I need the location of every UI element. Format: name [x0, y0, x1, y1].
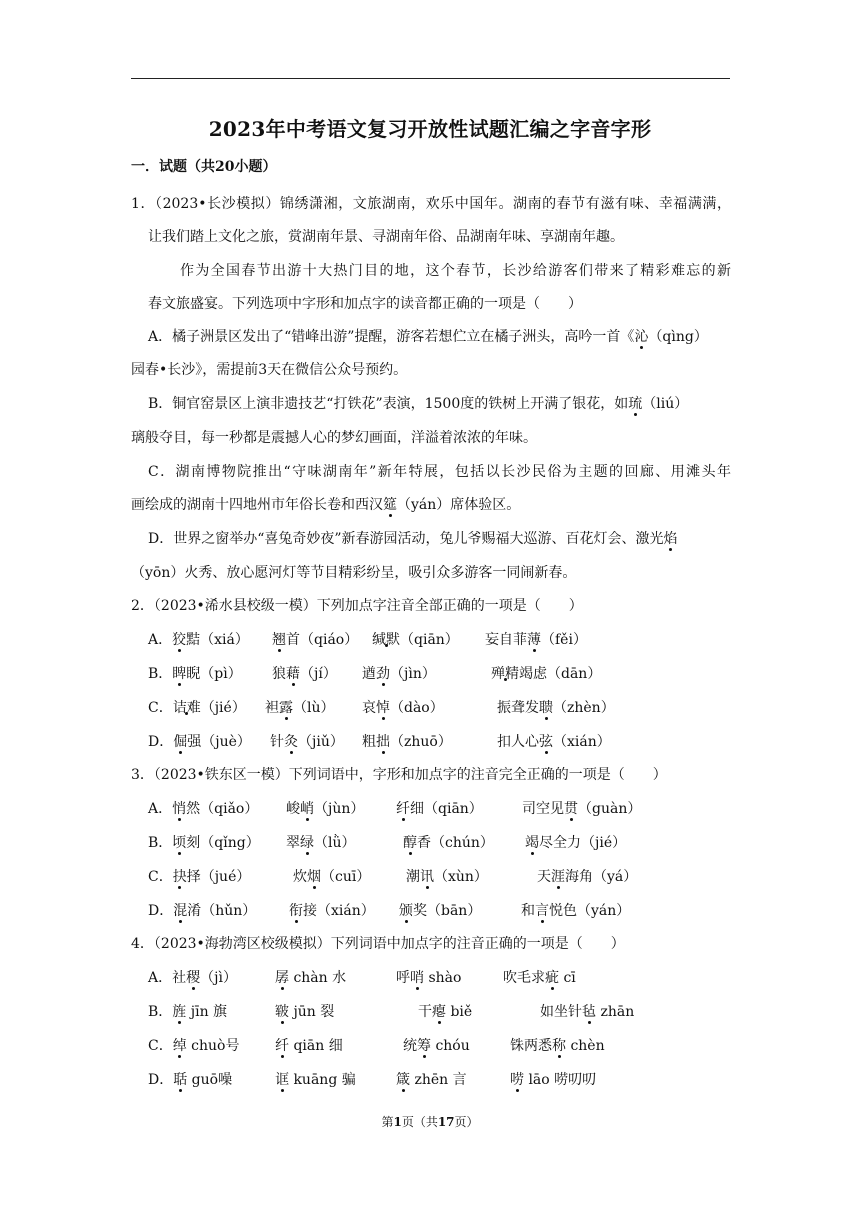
dotted-char: 烟 [307, 869, 321, 885]
dotted-char: 灸 [284, 734, 298, 750]
q4-option-d-word-1 [148, 1071, 232, 1089]
q2-option-a-word-4 [485, 631, 587, 649]
q1-c-text: 画绘成的湖南十四地州市年俗长卷和西汉 [131, 497, 383, 513]
word-text: kuāng 骗 [289, 1072, 356, 1088]
option-letter: C． [148, 700, 173, 716]
word-text: （jùn） [314, 801, 365, 817]
q4-option-d-word-2 [275, 1071, 356, 1089]
option-letter: D． [148, 1072, 174, 1088]
dotted-char: 贯 [564, 801, 578, 817]
q3-option-a-word-4 [522, 800, 641, 818]
q2-option-d-word-3 [362, 733, 452, 751]
q2-option-a-word-1 [148, 631, 249, 649]
dotted-char: 稷 [186, 970, 201, 986]
word-text: chèn [566, 1038, 605, 1054]
dotted-char: 峭 [300, 801, 314, 817]
dotted-char: 筵 [383, 497, 397, 513]
dotted-char: 疵 [545, 970, 559, 986]
q2-option-c-word-3 [362, 699, 444, 717]
word-text: （jí） [300, 666, 337, 682]
q2-option-b-word-3 [362, 665, 436, 683]
q1-b-text: B．铜官窑景区上演非遗技艺“打铁花”表演，1500度的铁树上开满了银花，如 [148, 396, 629, 412]
word-text: 默（qiān） [386, 632, 459, 648]
q1-b-pinyin: （liú） [642, 396, 689, 412]
q1-stem-line-2: 让我们踏上文化之旅，赏湖南年景、寻湖南年俗、品湖南年味、享湖南年趣。 [148, 229, 624, 245]
word-text: lāo 唠叨叨 [524, 1072, 597, 1088]
footer-total-pages: 17 [437, 1115, 455, 1129]
q4-option-d-word-4 [510, 1071, 596, 1089]
word-text: （zhuō） [390, 734, 452, 750]
word-text: 然（qiǎo） [186, 801, 259, 817]
q4-option-a-word-1 [148, 969, 237, 987]
word-text: 扣人心 [497, 734, 539, 750]
word-text: （cuī） [321, 869, 371, 885]
word-text: （dào） [390, 700, 444, 716]
dotted-char: 混 [173, 903, 188, 919]
word-text: 峻 [286, 801, 300, 817]
word-text: chóu [431, 1038, 470, 1054]
q2-option-b-word-4 [491, 665, 601, 683]
word-text: qiān 细 [289, 1038, 343, 1054]
q4-option-a-word-2 [275, 969, 346, 987]
dotted-char: 旌 [172, 1004, 187, 1020]
dotted-char: 绰 [172, 1038, 187, 1054]
word-text: 哀 [362, 700, 376, 716]
word-text: （jìn） [390, 666, 436, 682]
dotted-char: 诓 [275, 1072, 289, 1088]
dotted-char: 弦 [539, 734, 553, 750]
dotted-char: 绿 [300, 835, 314, 851]
word-text: 强（juè） [187, 734, 251, 750]
word-text: 天 [537, 869, 551, 885]
word-text: （guàn） [578, 801, 642, 817]
q4-option-c-word-4 [510, 1037, 605, 1055]
word-text: （zhèn） [553, 700, 615, 716]
word-text: 狼 [272, 666, 286, 682]
q3-option-a-word-2 [286, 800, 364, 818]
word-text: 诘 [172, 700, 187, 716]
q1-a-text: A．橘子洲景区发出了“错峰出游”提醒，游客若想伫立在橘子洲头，高吟一首《 [148, 329, 635, 345]
q2-option-d-word-2 [270, 733, 344, 751]
word-text: （fěi） [541, 632, 587, 648]
page-title: 2023年中考语文复习开放性试题汇编之字音字形 [208, 117, 652, 141]
word-text: chuò号 [186, 1038, 240, 1054]
word-text: 淆（hǔn） [187, 903, 257, 919]
q2-option-d-word-4 [497, 733, 611, 751]
word-text: （xián） [553, 734, 611, 750]
q3-option-a-word-3 [396, 800, 483, 818]
q3-option-d-word-3 [399, 902, 481, 920]
word-text: 殚 [491, 666, 505, 682]
section-heading: 一．试题（共20小题） [131, 159, 277, 175]
q2-option-a-word-2 [272, 631, 358, 649]
q3-option-c-word-1 [148, 868, 250, 886]
dotted-char: 醇 [403, 835, 417, 851]
word-text: jīn 旗 [186, 1004, 228, 1020]
word-text: 悦色（yán） [549, 903, 631, 919]
q3-option-b-word-4 [525, 834, 626, 852]
dotted-char: 涯 [551, 869, 565, 885]
word-text: 铢两悉 [510, 1038, 552, 1054]
dotted-char: 纤 [275, 1038, 289, 1054]
q1-c-pinyin: （yán）席体验区。 [397, 497, 521, 513]
word-text: 如坐针 [540, 1004, 582, 1020]
q4-option-b-word-4 [540, 1003, 634, 1021]
q4-option-c-word-3 [403, 1037, 470, 1055]
q4-option-c-word-1 [148, 1037, 239, 1055]
word-text: 奖（bān） [413, 903, 482, 919]
dotted-char: 狡 [172, 632, 187, 648]
word-text: 振聋发 [497, 700, 539, 716]
dotted-char: 沁 [634, 329, 649, 345]
word-text: 睨（pì） [186, 666, 242, 682]
word-text: 首（qiáo） [286, 632, 359, 648]
dotted-char: 琉 [628, 396, 643, 412]
q2-option-b-word-2 [272, 665, 337, 683]
word-text: 刻（qǐng） [186, 835, 260, 851]
dotted-char: 聒 [173, 1072, 188, 1088]
dotted-char: 聩 [539, 700, 553, 716]
q3-option-d-word-4 [521, 902, 630, 920]
q1-passage-line-1: 作为全国春节出游十大热门目的地，这个春节，长沙给游客们带来了精彩难忘的新 [180, 263, 731, 279]
word-text: 袒 [265, 700, 279, 716]
word-text: 炊 [293, 869, 307, 885]
page-footer [0, 1113, 860, 1130]
word-text: 精竭虑（dān） [505, 666, 602, 682]
q3-stem: 3．（2023•铁东区一模）下列词语中，字形和加点字的注音完全正确的一项是（ ） [131, 767, 667, 783]
word-text: 择（jué） [186, 869, 251, 885]
q4-option-b-word-3 [418, 1003, 472, 1021]
q4-option-d-word-3 [396, 1071, 467, 1089]
word-text: 潮 [406, 869, 420, 885]
option-letter: B． [148, 666, 173, 682]
q1-passage-line-2: 春文旅盛宴。下列选项中字形和加点字的读音都正确的一项是（ ） [148, 296, 582, 312]
dotted-char: 露 [279, 700, 293, 716]
q2-option-c-word-2 [265, 699, 335, 717]
word-text: （jiǔ） [298, 734, 344, 750]
q3-option-b-word-3 [403, 834, 494, 852]
word-text: cī [559, 970, 576, 986]
word-text: 翠 [286, 835, 300, 851]
dotted-char: 哨 [410, 970, 424, 986]
q2-stem: 2．（2023•浠水县校级一模）下列加点字注音全部正确的一项是（ ） [131, 598, 583, 614]
footer-text: 第 [381, 1115, 394, 1129]
dotted-char: 倔 [173, 734, 188, 750]
q4-option-b-word-2 [275, 1003, 334, 1021]
dotted-char: 悼 [376, 700, 390, 716]
dotted-char: 拙 [376, 734, 390, 750]
word-text: 黠（xiá） [186, 632, 249, 648]
dotted-char: 毡 [582, 1004, 596, 1020]
dotted-char: 焰 [663, 531, 678, 547]
word-text: 社 [172, 970, 187, 986]
dotted-char: 皲 [275, 1004, 289, 1020]
option-letter: B． [148, 1004, 173, 1020]
option-letter: D． [148, 903, 174, 919]
word-text: 妄自菲 [485, 632, 527, 648]
word-text: 干 [418, 1004, 432, 1020]
q2-option-b-word-1 [148, 665, 242, 683]
word-text: jūn 裂 [289, 1004, 335, 1020]
word-text: 统 [403, 1038, 417, 1054]
q3-option-c-word-4 [537, 868, 637, 886]
word-text: 针 [270, 734, 284, 750]
q1-option-a-line-1 [148, 328, 731, 346]
word-text: （lǜ） [314, 835, 356, 851]
dotted-char: 孱 [275, 970, 289, 986]
q3-option-b-word-2 [286, 834, 356, 852]
option-letter: B． [148, 835, 173, 851]
word-text: guō噪 [187, 1072, 233, 1088]
dotted-char: 言 [535, 903, 549, 919]
dotted-char: 薄 [527, 632, 541, 648]
word-text: 缄 [372, 632, 386, 648]
q3-option-d-word-1 [148, 902, 256, 920]
word-text: 海角（yá） [565, 869, 638, 885]
word-text: （jì） [200, 970, 237, 986]
option-letter: A． [148, 801, 173, 817]
q3-option-b-word-1 [148, 834, 260, 852]
dotted-char: 筹 [417, 1038, 431, 1054]
option-letter: C． [148, 1038, 173, 1054]
q4-option-a-word-3 [396, 969, 461, 987]
q2-option-a-word-3 [372, 631, 459, 649]
q3-option-a-word-1 [148, 800, 258, 818]
q3-option-c-word-3 [406, 868, 488, 886]
q1-option-a-line-2: 园春•长沙》，需提前3天在微信公众号预约。 [131, 362, 408, 378]
q1-option-c-line-2 [131, 496, 731, 514]
word-text: shào [424, 970, 462, 986]
footer-page-number: 1 [393, 1115, 402, 1129]
dotted-char: 瘪 [432, 1004, 446, 1020]
dotted-char: 衔 [289, 903, 303, 919]
option-letter: A． [148, 632, 173, 648]
option-letter: C． [148, 869, 173, 885]
word-text: 粗 [362, 734, 376, 750]
option-letter: D． [148, 734, 174, 750]
dotted-char: 睥 [172, 666, 187, 682]
word-text: 细（qiān） [410, 801, 483, 817]
q1-stem-line-1: 1．（2023•长沙模拟）锦绣潇湘，文旅湖南，欢乐中国年。湖南的春节有滋有味、幸福满满， [131, 196, 731, 212]
footer-text: 页（共 [401, 1115, 438, 1129]
dotted-char: 劲 [376, 666, 390, 682]
q4-option-c-word-2 [275, 1037, 343, 1055]
q2-option-d-word-1 [148, 733, 251, 751]
word-text: 遒 [362, 666, 376, 682]
q2-option-c-word-1 [148, 699, 246, 717]
q3-option-d-word-2 [289, 902, 375, 920]
option-letter: A． [148, 970, 173, 986]
dotted-char: 称 [552, 1038, 566, 1054]
dotted-char: 纤 [396, 801, 410, 817]
word-text: 吹毛求 [503, 970, 545, 986]
q2-option-c-word-4 [497, 699, 615, 717]
word-text: 香（chún） [417, 835, 494, 851]
q1-a-pinyin: （qìng） [648, 329, 708, 345]
word-text: 呼 [396, 970, 410, 986]
header-rule [131, 78, 730, 79]
word-text: （xùn） [434, 869, 488, 885]
word-text: 接（xián） [303, 903, 375, 919]
q1-option-d-line-1 [148, 530, 731, 548]
q3-option-c-word-2 [293, 868, 370, 886]
dotted-char: 藉 [286, 666, 300, 682]
q1-option-b-line-1 [148, 395, 731, 413]
word-text: biě [446, 1004, 473, 1020]
q1-option-b-line-2: 璃般夺目，每一秒都是震撼人心的梦幻画面，洋溢着浓浓的年味。 [131, 430, 537, 446]
q1-option-c-line-1: C．湖南博物院推出“守味湖南年”新年特展，包括以长沙民俗为主题的回廊、用滩头年 [148, 464, 731, 480]
word-text: 司空见 [522, 801, 564, 817]
word-text: 和 [521, 903, 535, 919]
word-text: chàn 水 [289, 970, 347, 986]
dotted-char: 讯 [420, 869, 434, 885]
word-text: （lù） [293, 700, 335, 716]
dotted-char: 竭 [525, 835, 539, 851]
dotted-char: 唠 [510, 1072, 524, 1088]
q1-d-text: D．世界之窗举办“喜兔奇妙夜”新春游园活动，兔儿爷赐福大巡游、百花灯会、激光 [148, 531, 664, 547]
dotted-char: 颁 [399, 903, 413, 919]
dotted-char: 悄 [172, 801, 187, 817]
q1-option-d-line-2: （yōn）火秀、放心愿河灯等节目精彩纷呈，吸引众多游客一同闹新春。 [131, 565, 577, 581]
footer-text: 页） [454, 1115, 479, 1129]
q4-option-b-word-1 [148, 1003, 227, 1021]
dotted-char: 抉 [172, 869, 187, 885]
word-text: zhān [596, 1004, 635, 1020]
dotted-char: 箴 [396, 1072, 410, 1088]
q4-stem: 4．（2023•海勃湾区校级模拟）下列词语中加点字的注音正确的一项是（ ） [131, 936, 625, 952]
q4-option-a-word-4 [503, 969, 576, 987]
word-text: 尽全力（jié） [539, 835, 627, 851]
word-text: 难（jié） [186, 700, 246, 716]
dotted-char: 翘 [272, 632, 286, 648]
word-text: zhēn 言 [410, 1072, 467, 1088]
dotted-char: 顷 [172, 835, 187, 851]
